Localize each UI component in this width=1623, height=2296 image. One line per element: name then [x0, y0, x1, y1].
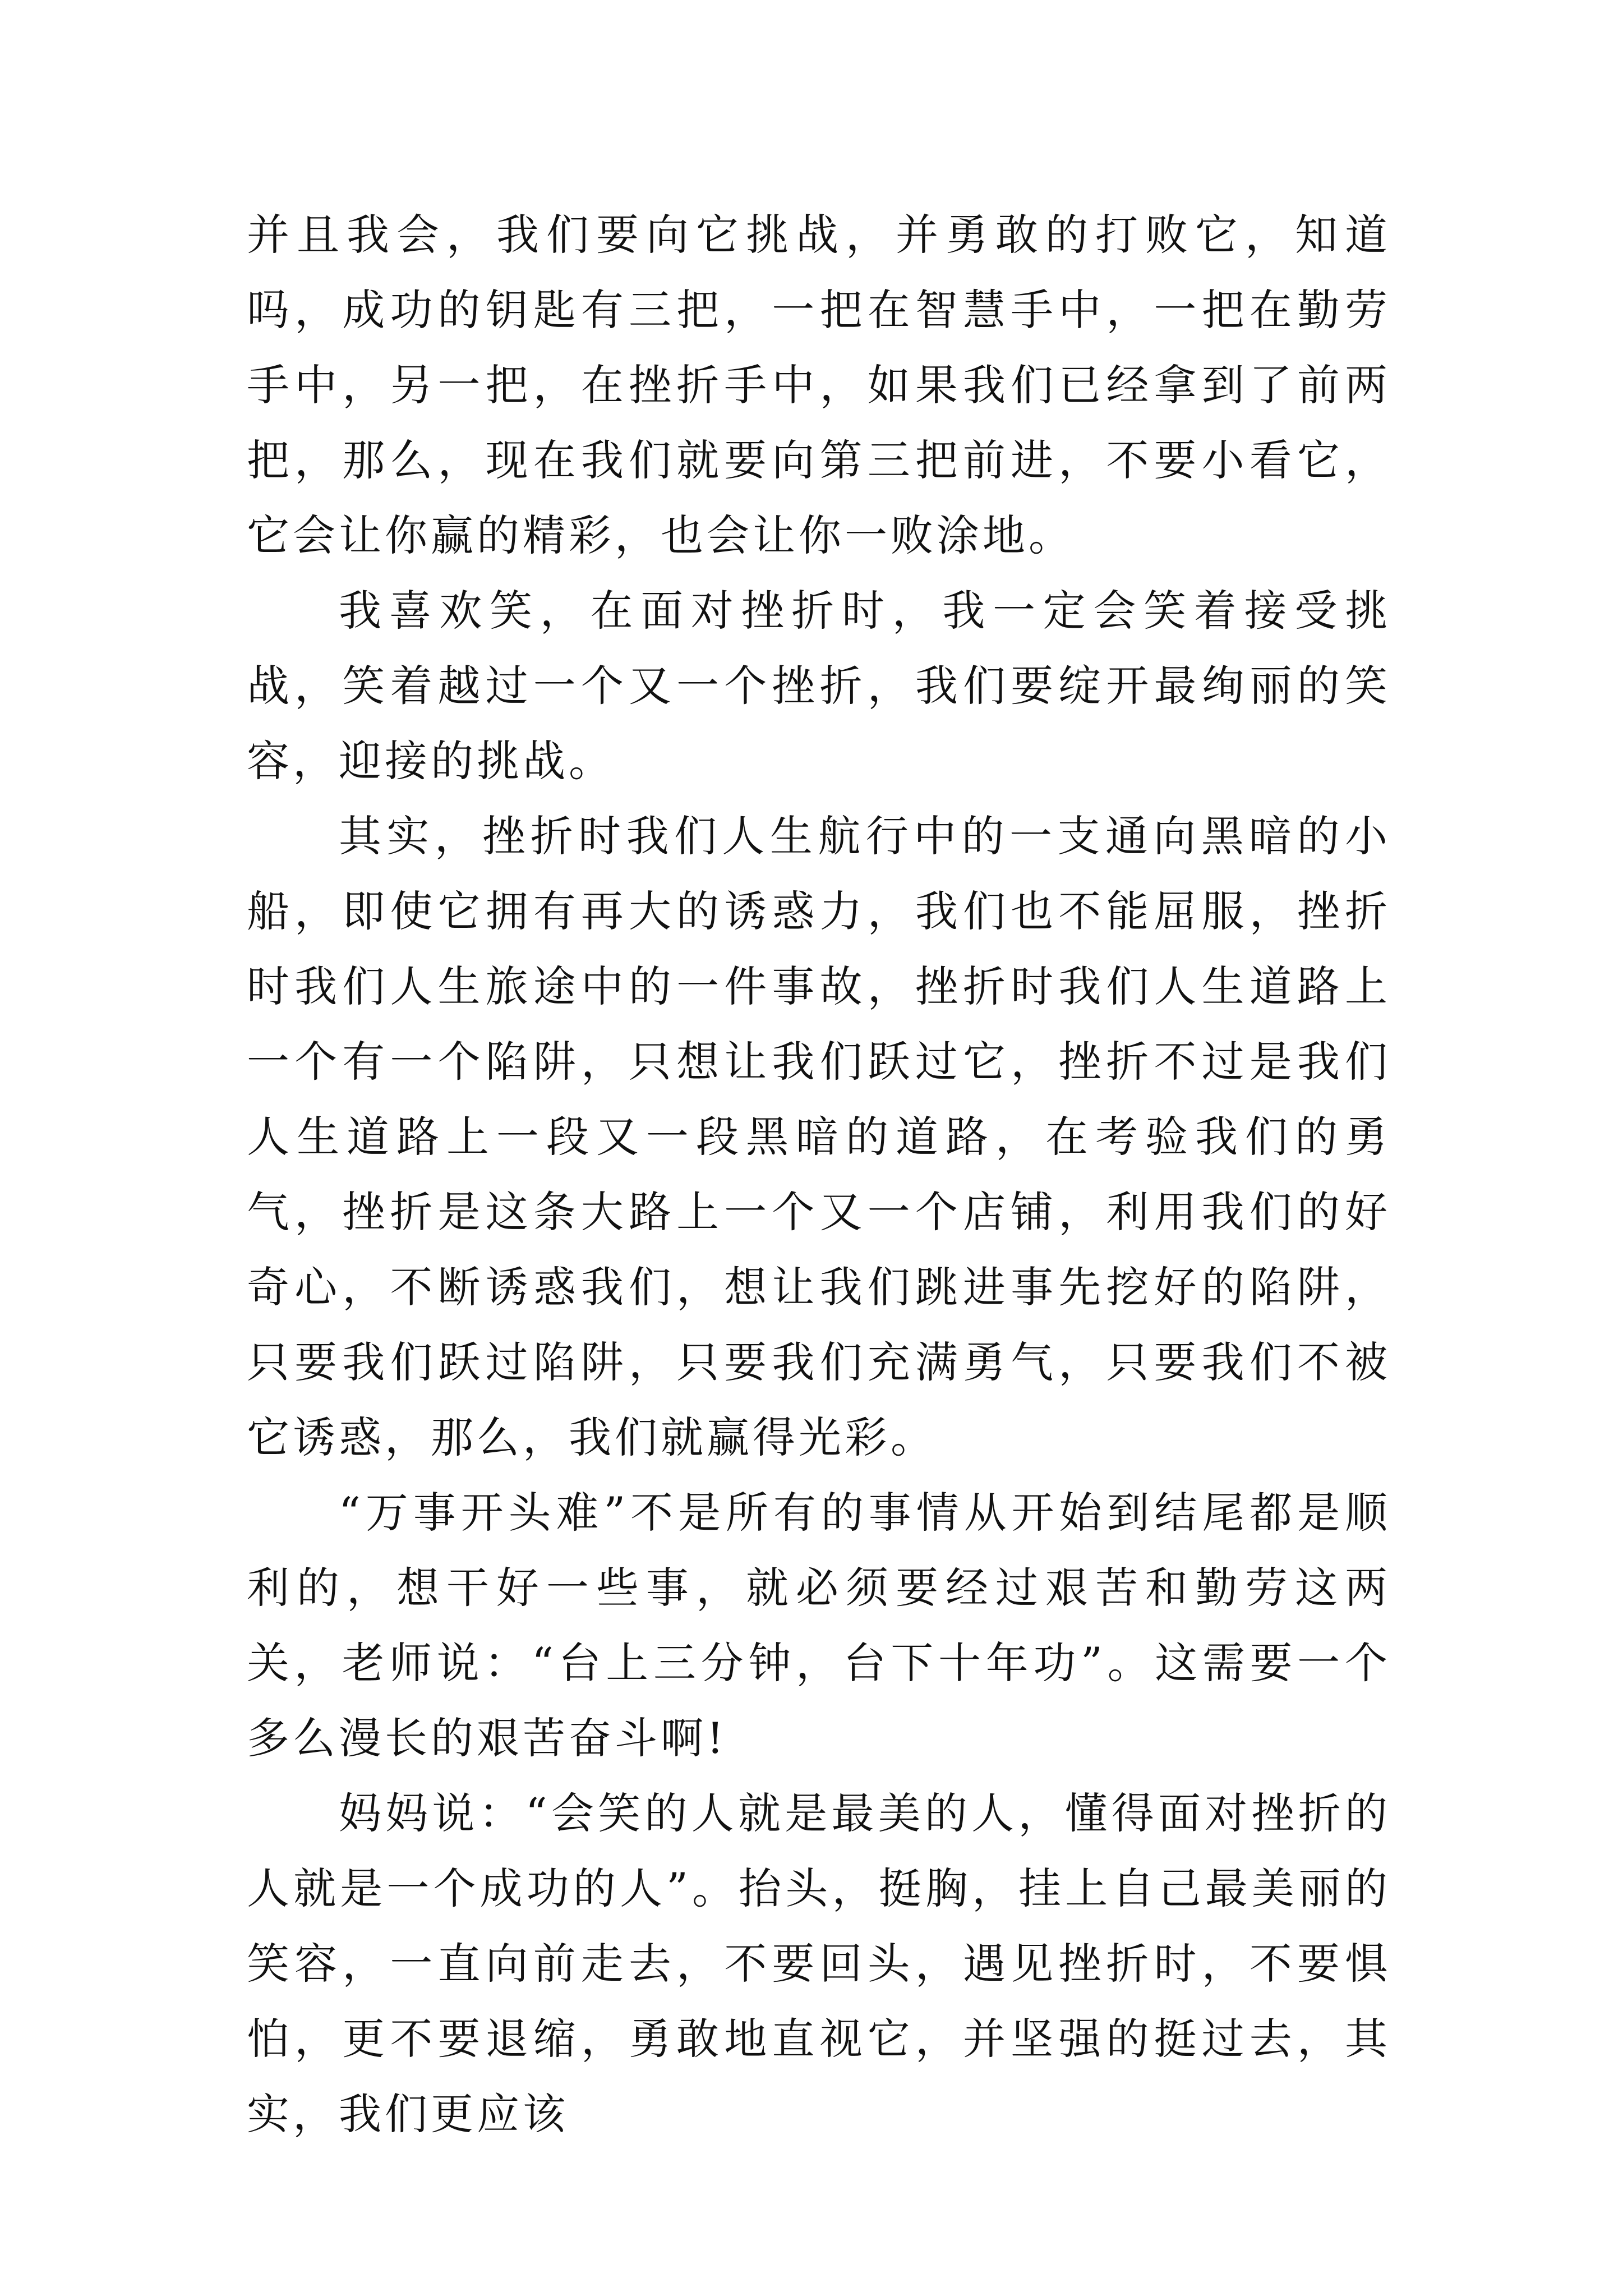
document-body	[247, 197, 1391, 2152]
paragraph-4: “万事开头难”不是所有的事情从开始到结尾都是顺利的，想干好一些事，就必须要经过艰苦和勤劳这两关，老师说：“台上三分钟，台下十年功”。这需要一个多么漫长的艰苦奋斗啊!	[247, 1488, 1391, 1763]
paragraph-5: 妈妈说：“会笑的人就是最美的人，懂得面对挫折的人就是一个成功的人”。抬头，挺胸，挂上自己最美丽的笑容，一直向前走去，不要回头，遇见挫折时，不要惧怕，更不要退缩，勇敢地直视它，并坚强的挺过去，其实，我们更应该	[247, 1788, 1391, 2139]
paragraph-1: 并且我会，我们要向它挑战，并勇敢的打败它，知道吗，成功的钥匙有三把，一把在智慧手中，一把在勤劳手中，另一把，在挫折手中，如果我们已经拿到了前两把，那么，现在我们就要向第三把前进，不要小看它，它会让你赢的精彩，也会让你一败涂地。	[247, 210, 1391, 560]
paragraph-3: 其实，挫折时我们人生航行中的一支通向黑暗的小船，即使它拥有再大的诱惑力，我们也不能屈服，挫折时我们人生旅途中的一件事故，挫折时我们人生道路上一个有一个陷阱，只想让我们跃过它，挫折不过是我们人生道路上一段又一段黑暗的道路，在考验我们的勇气，挫折是这条大路上一个又一个店铺，利用我们的好奇心，不断诱惑我们，想让我们跳进事先挖好的陷阱，只要我们跃过陷阱，只要我们充满勇气，只要我们不被它诱惑，那么，我们就赢得光彩。	[247, 811, 1391, 1462]
paragraph-2: 我喜欢笑，在面对挫折时，我一定会笑着接受挑战，笑着越过一个又一个挫折，我们要绽开最绚丽的笑容，迎接的挑战。	[247, 586, 1391, 786]
